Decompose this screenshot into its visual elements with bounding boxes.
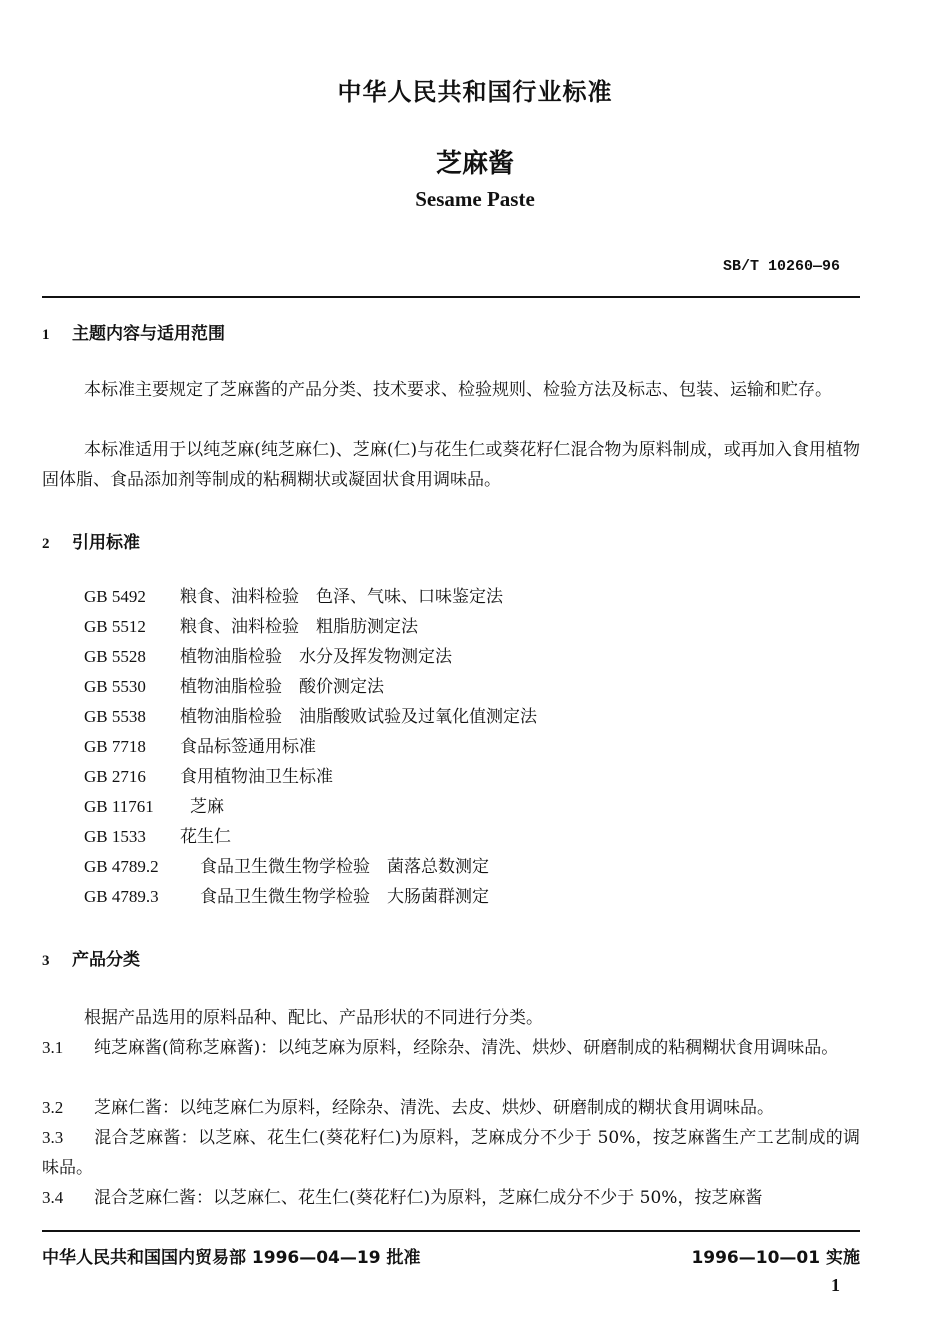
footer-rule	[42, 1230, 860, 1232]
document-title-english: Sesame Paste	[415, 187, 535, 211]
reference-code: GB 11761	[84, 797, 154, 816]
clause-number: 3.1	[42, 1038, 64, 1057]
reference-code: GB 4789.2	[84, 857, 159, 876]
reference-item	[84, 762, 537, 792]
reference-code: GB 2716	[84, 767, 146, 786]
clause-number: 3.4	[42, 1188, 64, 1207]
clause-3-2	[42, 1093, 860, 1123]
standard-category: 中华人民共和国行业标准	[337, 78, 613, 106]
document-title: 芝麻酱	[435, 149, 514, 179]
section-3-intro: 根据产品选用的原料品种、配比、产品形状的不同进行分类。	[84, 1008, 543, 1028]
reference-title: 植物油脂检验 油脂酸败试验及过氧化值测定法	[180, 707, 537, 727]
clause-3-1	[42, 1033, 860, 1063]
reference-item	[84, 612, 537, 642]
reference-title: 粮食、油料检验 粗脂肪测定法	[180, 617, 418, 637]
clause-text: 芝麻仁酱：以纯芝麻仁为原料，经除杂、清洗、去皮、烘炒、研磨制成的糊状食用调味品。	[94, 1098, 774, 1118]
reference-title: 花生仁	[180, 827, 231, 847]
section-1-number: 1	[42, 327, 50, 343]
reference-title: 植物油脂检验 水分及挥发物测定法	[180, 647, 452, 667]
header-rule	[42, 296, 860, 298]
reference-title: 食品卫生微生物学检验 菌落总数测定	[200, 857, 489, 877]
section-1-title: 主题内容与适用范围	[72, 324, 225, 344]
clause-text: 混合芝麻酱：以芝麻、花生仁(葵花籽仁)为原料，芝麻成分不少于 50%，按芝麻酱生产工艺制成的调味品。	[42, 1128, 860, 1178]
section-1-paragraph-1: 本标准主要规定了芝麻酱的产品分类、技术要求、检验规则、检验方法及标志、包装、运输和贮存。	[84, 380, 832, 400]
reference-item	[84, 642, 537, 672]
reference-title: 植物油脂检验 酸价测定法	[180, 677, 384, 697]
reference-title: 食品卫生微生物学检验 大肠菌群测定	[200, 887, 489, 907]
reference-code: GB 5512	[84, 617, 146, 636]
section-1-heading	[42, 319, 225, 344]
reference-code: GB 5528	[84, 647, 146, 666]
section-3-heading	[42, 945, 140, 970]
page-number: 1	[831, 1275, 840, 1295]
reference-code: GB 7718	[84, 737, 146, 756]
reference-code: GB 5492	[84, 587, 146, 606]
section-1-paragraph-2: 本标准适用于以纯芝麻(纯芝麻仁)、芝麻(仁)与花生仁或葵花籽仁混合物为原料制成，或再加入食用植物固体脂、食品添加剂等制成的粘稠糊状或凝固状食用调味品。	[42, 440, 860, 490]
section-2-number: 2	[42, 536, 50, 552]
reference-item	[84, 792, 537, 822]
reference-title: 食用植物油卫生标准	[180, 767, 333, 787]
reference-item	[84, 852, 537, 882]
reference-item	[84, 732, 537, 762]
reference-code: GB 5538	[84, 707, 146, 726]
reference-item	[84, 582, 537, 612]
clause-number: 3.3	[42, 1128, 64, 1147]
clause-3-4	[42, 1183, 860, 1213]
clause-text: 混合芝麻仁酱：以芝麻仁、花生仁(葵花籽仁)为原料，芝麻仁成分不少于 50%，按芝麻酱	[94, 1188, 763, 1208]
standard-code: SB/T 10260—96	[722, 258, 840, 275]
section-2-heading	[42, 528, 140, 553]
clause-number: 3.2	[42, 1098, 64, 1117]
section-3-title: 产品分类	[72, 950, 140, 970]
clause-text: 纯芝麻酱(简称芝麻酱)：以纯芝麻为原料，经除杂、清洗、烘炒、研磨制成的粘稠糊状食用调味品。	[94, 1038, 839, 1058]
section-3-number: 3	[42, 953, 50, 969]
reference-code: GB 4789.3	[84, 887, 159, 906]
reference-item	[84, 822, 537, 852]
reference-code: GB 5530	[84, 677, 146, 696]
section-2-title: 引用标准	[72, 533, 140, 553]
reference-title: 粮食、油料检验 色泽、气味、口味鉴定法	[180, 587, 503, 607]
reference-code: GB 1533	[84, 827, 146, 846]
reference-item	[84, 882, 537, 912]
reference-list	[84, 582, 537, 912]
reference-title: 芝麻	[190, 797, 224, 817]
issuer-approval: 中华人民共和国国内贸易部 1996—04—19 批准	[42, 1248, 421, 1268]
clause-3-3	[42, 1123, 860, 1183]
reference-item	[84, 672, 537, 702]
reference-title: 食品标签通用标准	[180, 737, 316, 757]
reference-item	[84, 702, 537, 732]
effective-date: 1996—10—01 实施	[691, 1248, 860, 1268]
